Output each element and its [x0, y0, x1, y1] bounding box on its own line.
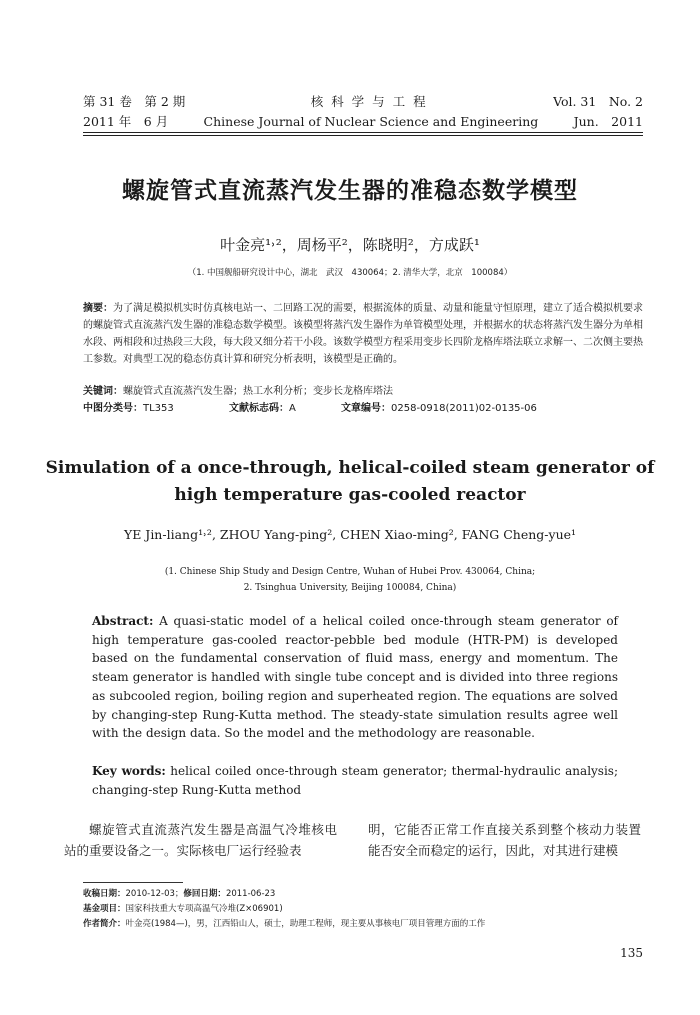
abstract-en-text: A quasi-static model of a helical coiled once-through steam generator of high temperature gas-cooled reactor-pebble bed module (HTR-PM) is developed based on the fundamental conservation of fluid mass, energy and momentum. The steam generator is handled with single tube concept and is divided into three regions as subcooled region, boiling region and superheated region. The equations are solved by changing-step Rung-Kutta method. The steady-state simulation results agree well with the design data. So the model and the methodology are reasonable.	[92, 614, 618, 741]
keywords-en-text: helical coiled once-through steam generator; thermal-hydraulic analysis; changing-step Rung-Kutta method	[92, 764, 619, 797]
paper-title-cn: 螺旋管式直流蒸汽发生器的准稳态数学模型	[122, 178, 578, 204]
clc-value: TL353	[143, 403, 174, 414]
journal-name-cn: 核 科 学 与 工 程	[310, 94, 428, 109]
volume-issue-cn: 第 31 卷 第 2 期	[83, 94, 186, 109]
article-no-value: 0258-0918(2011)02-0135-06	[391, 403, 537, 414]
keywords-en-label: Key words:	[92, 764, 166, 778]
date-cn: 2011 年 6 月	[83, 114, 169, 129]
abstract-cn-label: 摘要：	[83, 303, 113, 314]
page-number: 135	[620, 946, 643, 960]
volume-issue-en: Vol. 31 No. 2	[553, 94, 643, 109]
footnote-rule	[83, 882, 183, 883]
footnote-dates	[83, 887, 643, 902]
fund-label: 基金项目：	[83, 904, 126, 914]
authors-en: YE Jin-liang¹˒², ZHOU Yang-ping², CHEN Xiao-ming², FANG Cheng-yue¹	[123, 527, 577, 542]
article-no-label: 文章编号：	[341, 403, 391, 414]
clc-label: 中图分类号：	[83, 403, 143, 414]
paper-title-en-line2: high temperature gas-cooled reactor	[174, 485, 526, 505]
body-column-left: 螺旋管式直流蒸汽发生器是高温气冷堆核电站的重要设备之一。实际核电厂运行经验表	[64, 822, 337, 858]
classification-row	[83, 401, 643, 417]
abstract-cn	[83, 300, 643, 368]
abstract-cn-text: 为了满足模拟机实时仿真核电站一、二回路工况的需要，根据流体的质量、动量和能量守恒原理，建立了适合模拟机要求的螺旋管式直流蒸汽发生器的准稳态数学模型。该模型将蒸汽发生器作为单管模型处理，并根据水的状态将蒸汽发生器分为单相水段、两相段和过热段三大段，每大段又细分若干小段。该数学模型方程采用变步长四阶龙格库塔法联立求解一、二次侧主要热工参数。对典型工况的稳态仿真计算和研究分析表明，该模型是正确的。	[83, 303, 643, 365]
authors-cn: 叶金亮¹˒²，周杨平²，陈晓明²，方成跃¹	[220, 236, 480, 254]
bio-value: 叶金亮(1984—)，男，江西铅山人，硕士，助理工程师，现主要从事核电厂项目管理方面的工作	[125, 919, 486, 929]
fund-value: 国家科技重大专项高温气冷堆(Z×06901)	[125, 904, 283, 914]
doc-code-label: 文献标志码：	[229, 403, 289, 414]
received-label: 收稿日期：	[83, 889, 126, 899]
journal-name-en: Chinese Journal of Nuclear Science and Engineering	[203, 114, 539, 129]
journal-header	[83, 92, 643, 132]
paper-title-en-line1: Simulation of a once-through, helical-coiled steam generator of	[45, 458, 655, 478]
abstract-en	[92, 612, 618, 743]
footnotes	[83, 887, 643, 932]
affiliation-en-line2: 2. Tsinghua University, Beijing 100084, China)	[243, 583, 457, 593]
revised-label: 修回日期：	[183, 889, 226, 899]
abstract-en-label: Abstract:	[92, 614, 154, 628]
doc-code-value: A	[289, 403, 296, 414]
keywords-cn-text: 螺旋管式直流蒸汽发生器；热工水利分析；变步长龙格库塔法	[123, 386, 393, 397]
keywords-cn	[83, 384, 643, 400]
footnote-author-bio	[83, 917, 643, 932]
affiliation-en	[0, 564, 700, 596]
footnote-fund	[83, 902, 643, 917]
keywords-cn-label: 关键词：	[83, 386, 123, 397]
bio-label: 作者简介：	[83, 919, 126, 929]
revised-value: 2011-06-23	[225, 889, 276, 899]
received-value: 2010-12-03；	[125, 889, 184, 899]
header-rule-thick	[83, 132, 643, 133]
date-en: Jun. 2011	[573, 114, 643, 129]
body-column-right: 明，它能否正常工作直接关系到整个核动力装置能否安全而稳定的运行，因此，对其进行建模	[368, 822, 641, 858]
affiliation-cn: （1. 中国舰船研究设计中心，湖北 武汉 430064；2. 清华大学，北京 100084）	[187, 268, 513, 278]
keywords-en	[92, 762, 618, 799]
paper-title-en	[0, 455, 700, 509]
affiliation-en-line1: (1. Chinese Ship Study and Design Centre, Wuhan of Hubei Prov. 430064, China;	[164, 567, 536, 577]
header-rule-thin	[83, 135, 643, 136]
